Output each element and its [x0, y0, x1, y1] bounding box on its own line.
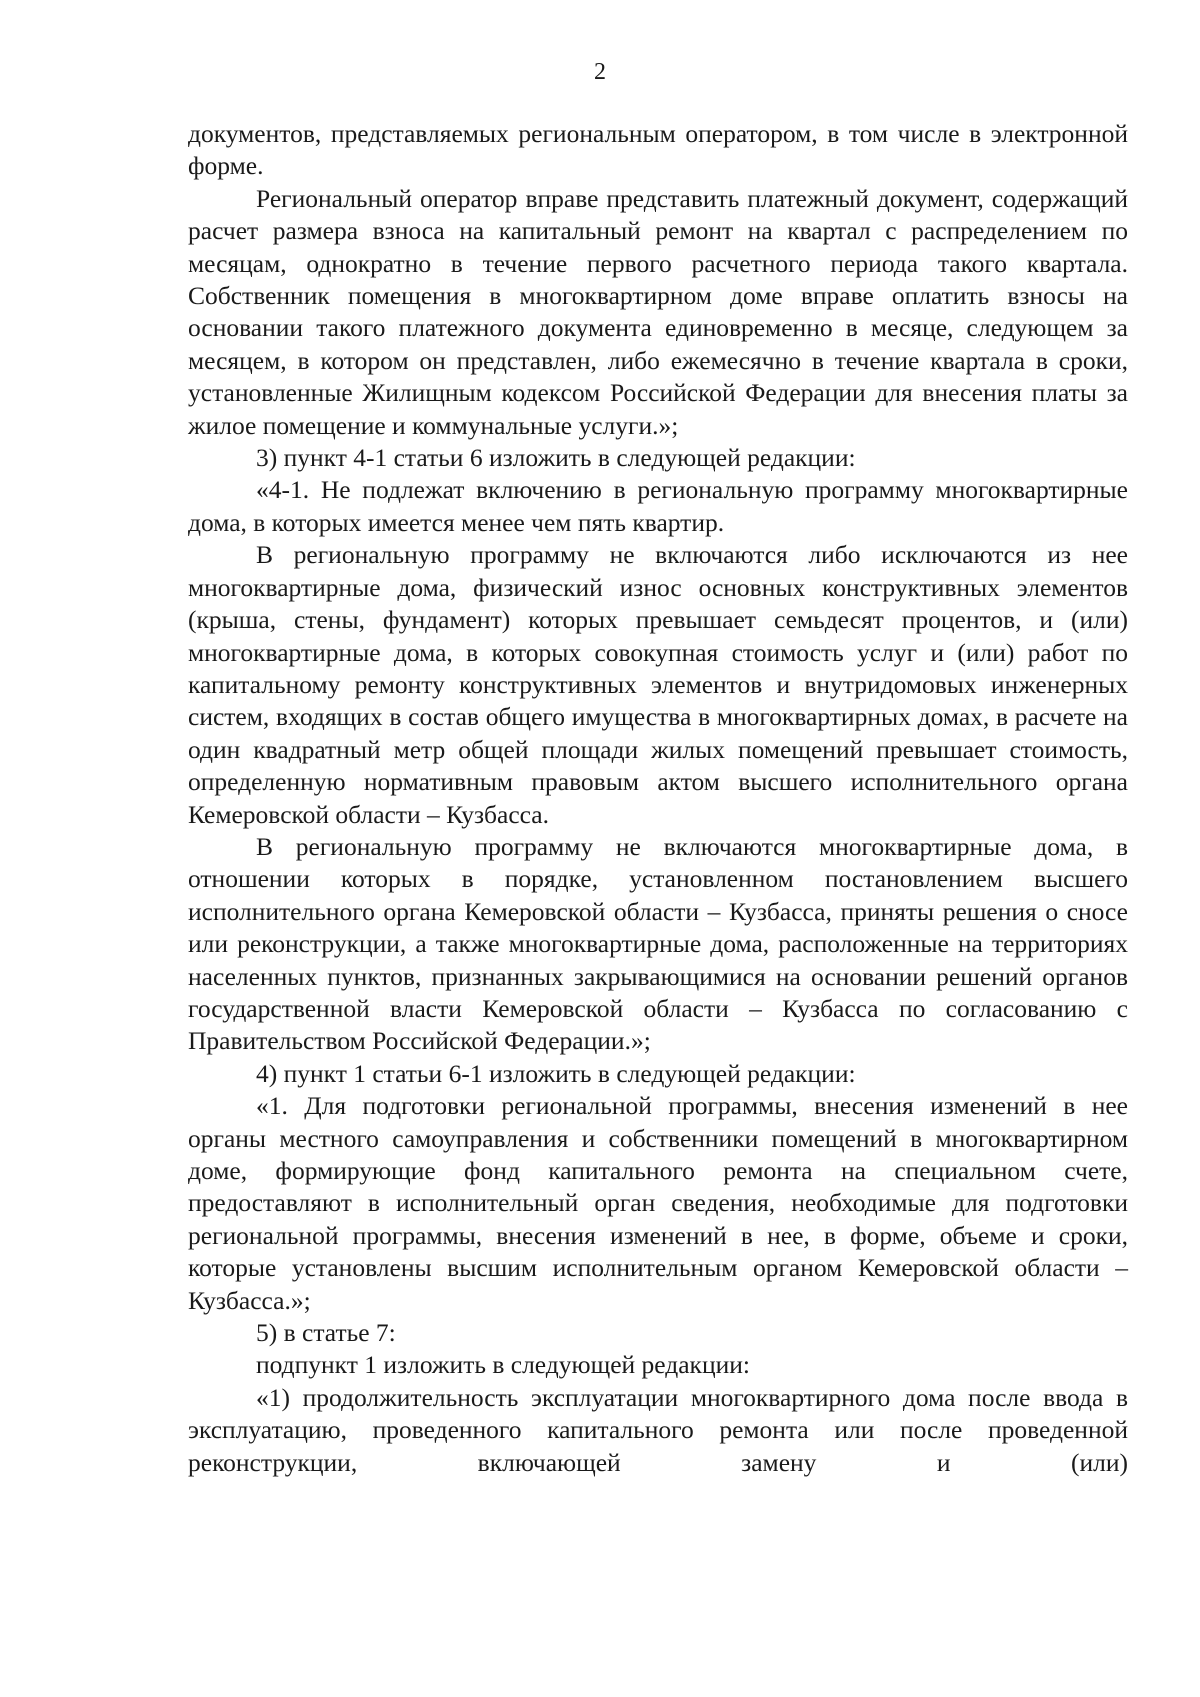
paragraph-exclusion-wear: В региональную программу не включаются либо исключаются из нее многоквартирные дома, физический износ основных конструктивных элементов (крыша, стены, фундамент) которых превышает семьдесят процентов, и (или) многоквартирные дома, в которых совокупная стоимость услуг и (или) работ по капитальному ремонту конструктивных элементов и внутридомовых инженерных систем, входящих в состав общего имущества в многоквартирных домах, в расчете на один квадратный метр общей площади жилых помещений превышает стоимость, определенную нормативным правовым актом высшего исполнительного органа Кемеровской области – Кузбасса.: [188, 540, 1128, 829]
paragraph-subitem-1: подпункт 1 изложить в следующей редакции:: [256, 1350, 750, 1380]
paragraph-payment-document: Региональный оператор вправе представить платежный документ, содержащий расчет размера взноса на капитальный ремонт на квартал с распределением по месяцам, однократно в течение первого расчетного периода такого квартала. Собственник помещения в многоквартирном доме вправе оплатить взносы на основании такого платежного документа единовременно в месяце, следующем за месяцем, в котором он представлен, либо ежемесячно в течение квартала в сроки, установленные Жилищным кодексом Российской Федерации для внесения платы за жилое помещение и коммунальные услуги.»;: [188, 183, 1128, 440]
paragraph-item-4: 4) пункт 1 статьи 6-1 изложить в следующей редакции:: [256, 1058, 856, 1088]
paragraph-duration: «1) продолжительность эксплуатации многоквартирного дома после ввода в эксплуатацию, проведенного капитального ремонта или после проведенной реконструкции, включающей замену и (или): [188, 1382, 1128, 1477]
paragraph-continuation: документов, представляемых региональным оператором, в том числе в электронной форме.: [188, 119, 1128, 181]
paragraph-clause-1: «1. Для подготовки региональной программы, внесения изменений в нее органы местного самоуправления и собственники помещений в многоквартирном доме, формирующие фонд капитального ремонта на специальном счете, предоставляют в исполнительный орган сведения, необходимые для подготовки региональной программы, внесения изменений в нее, в форме, объеме и сроки, которые установлены высшим исполнительным органом Кемеровской области – Кузбасса.»;: [188, 1091, 1128, 1315]
paragraph-exclusion-demolition: В региональную программу не включаются многоквартирные дома, в отношении которых в порядке, установленном постановлением высшего исполнительного органа Кемеровской области – Кузбасса, приняты решения о сносе или реконструкции, а также многоквартирные дома, расположенные на территориях населенных пунктов, признанных закрывающимися на основании решений органов государственной власти Кемеровской области – Кузбасса по согласованию с Правительством Российской Федерации.»;: [188, 831, 1128, 1056]
paragraph-clause-4-1: «4-1. Не подлежат включению в региональную программу многоквартирные дома, в которых имеется менее чем пять квартир.: [188, 475, 1128, 537]
paragraph-item-5: 5) в статье 7:: [256, 1318, 396, 1348]
paragraph-item-3: 3) пункт 4-1 статьи 6 изложить в следующей редакции:: [256, 443, 856, 473]
document-body: [188, 118, 1128, 1479]
page-number: 2: [594, 59, 606, 85]
